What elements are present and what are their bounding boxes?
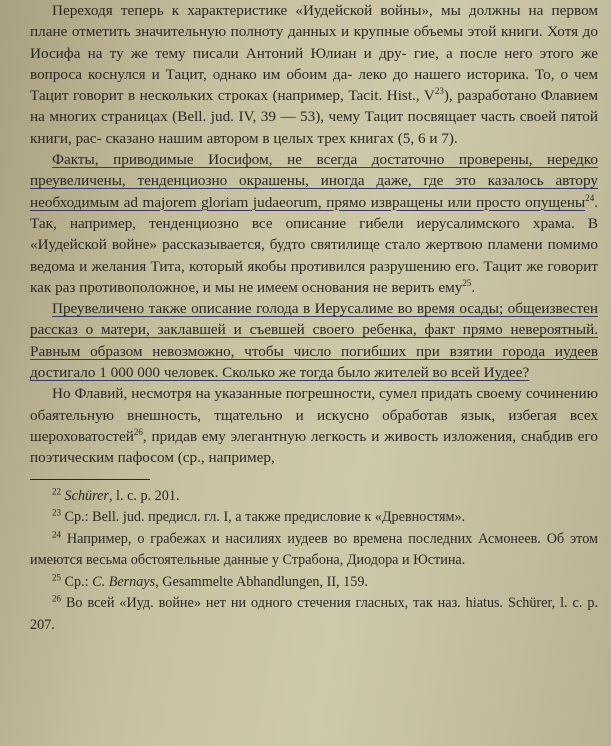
footnote-text: Ср.: Bell. jud. предисл. гл. I, а также предисловие к «Древностям». bbox=[64, 509, 466, 526]
footnote-22 bbox=[30, 486, 598, 508]
footnote-author: C. Bernays bbox=[92, 573, 156, 590]
underlined-text: Преувеличено также описание голода в Иерусалиме во время осады; общеизвестен рассказ о матери, заклавшей и съевшей своего ребенка, факт прямо невероятный. Равным образом невозможно, чтобы число погибших при взятии города иудеев достигало 1 000 000 человек. Сколько же тогда было жителей во всей Иудее? bbox=[30, 300, 598, 382]
text-line: (например, Tacit. Hist., V bbox=[272, 87, 435, 105]
footnote-number: 26 bbox=[52, 593, 61, 604]
footnote-ref-26: 26 bbox=[133, 426, 143, 437]
footnote-24 bbox=[30, 529, 598, 572]
paragraph-4 bbox=[30, 383, 598, 468]
text-line: ), разработано Флавием на многих страницах bbox=[30, 87, 598, 126]
footnote-text: , Gesammelte Abhandlungen, II, 159. bbox=[155, 573, 368, 590]
footnote-text: , l. c. p. 201. bbox=[108, 487, 180, 504]
footnote-ref-23: 23 bbox=[434, 86, 444, 97]
paragraph-2 bbox=[30, 149, 598, 298]
text-line: . Так, например, тенденциозно все описание гибели иерусалимского храма. В «Иудейской войне» рассказывается, будто святилище стало жертвою пламени помимо ведома и желания Тита, который якобы противился разрушению его. Тацит же говорит как раз противоположное, и мы не имеем основания не верить ему bbox=[30, 193, 598, 296]
paragraph-1 bbox=[30, 0, 598, 149]
footnote-divider bbox=[30, 479, 150, 480]
text-line: сказано нашим автором в целых трех книгах (5, 6 и 7). bbox=[105, 129, 458, 147]
footnote-prefix: Ср.: bbox=[64, 573, 93, 590]
footnote-26 bbox=[30, 593, 598, 636]
footnote-number: 23 bbox=[52, 507, 61, 518]
footnote-ref-24: 24 bbox=[585, 192, 595, 203]
footnote-text: Во всей «Иуд. войне» нет ни одного стечения гласных, так наз. hiatus. Schürer, l. c. p. 207. bbox=[30, 595, 598, 633]
text-line: этой книги. Хотя до Иосифа на ту же тему писали Антоний Юлиан и дру- bbox=[30, 23, 598, 62]
underlined-text: Факты, приводимые Иосифом, не всегда достаточно проверены, нередко преувеличены, тенденциозно окрашены, иногда даже, где это казалось автору необходимым ad majorem gloriam judaeorum, прямо извращены или просто опущены bbox=[30, 151, 598, 211]
book-page bbox=[30, 0, 598, 636]
footnote-23 bbox=[30, 507, 598, 529]
text-line: . bbox=[471, 278, 476, 296]
text-line: Но Флавий, несмотря на указанные погрешности, сумел придать своему сочинению обаятельную внешность, тщательно и искусно обработав язык, избегая всех шероховатостей bbox=[30, 385, 598, 445]
footnote-ref-25: 25 bbox=[462, 277, 472, 288]
text-line: леко до нашего историка. То, о чем Тацит говорит в нескольких строках bbox=[30, 65, 598, 105]
text-line: гие, а после него этого же вопроса коснулся и Тацит, однако им обоим да- bbox=[30, 44, 598, 83]
footnote-number: 24 bbox=[52, 528, 61, 539]
footnote-number: 22 bbox=[52, 485, 61, 496]
text-line: первом плане отметить значительную полноту данных и крупные объемы bbox=[30, 2, 598, 41]
paragraph-3 bbox=[30, 298, 598, 383]
text-line: , придав ему элегантную легкость и живость изложения, снабдив его поэтическим пафосом (ср., например, bbox=[30, 427, 598, 467]
text-line: Переходя теперь к характеристике «Иудейской войны», мы должны на bbox=[52, 2, 544, 19]
footnote-author: Schürer bbox=[64, 487, 109, 504]
footnotes bbox=[30, 486, 598, 637]
text-line: (Bell. jud. IV, 39 — 53), чему Тацит посвящает часть своей пятой книги, рас- bbox=[30, 108, 598, 147]
footnote-number: 25 bbox=[52, 571, 61, 582]
footnote-25 bbox=[30, 572, 598, 594]
footnote-text: Например, о грабежах и насилиях иудеев во времена последних Асмонеев. Об этом имеются весьма обстоятельные данные у Страбона, Диодора и Юстина. bbox=[30, 530, 598, 569]
